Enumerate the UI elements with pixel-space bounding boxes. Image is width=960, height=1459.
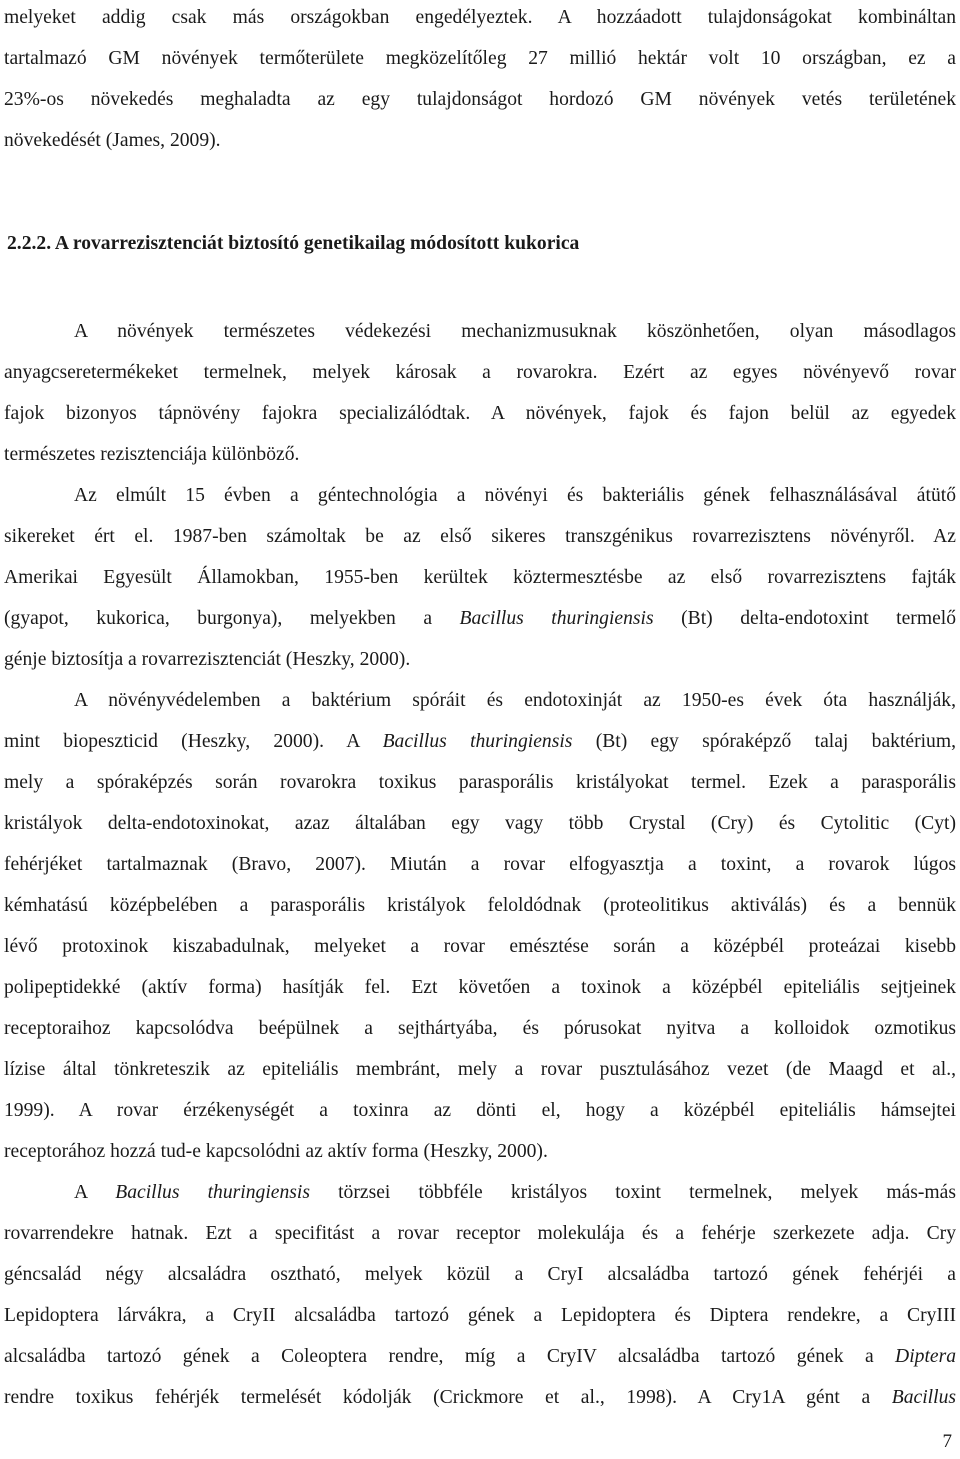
- species-name: Bacillus: [891, 1387, 956, 1408]
- text-line: tartalmazó GM növények termőterülete megközelítőleg 27 millió hektár volt 10 országban, ez a: [4, 48, 956, 69]
- text-line: fajok bizonyos tápnövény fajokra specializálódtak. A növények, fajok és fajon belül az egyedek: [4, 403, 956, 424]
- text-line: A növényvédelemben a baktérium spóráit és endotoxinját az 1950-es évek óta használják,: [74, 690, 956, 711]
- text-line: receptorához hozzá tud-e kapcsolódni az aktív forma (Heszky, 2000).: [4, 1141, 548, 1162]
- text-line: 23%-os növekedés meghaladta az egy tulajdonságot hordozó GM növények vetés területének: [4, 89, 956, 110]
- text-line: polipeptidekké (aktív forma) hasítják fel. Ezt követően a toxinok a középbél epiteliális sejtjeinek: [4, 977, 956, 998]
- text-line: alcsaládba tartozó gének a Coleoptera rendre, míg a CryIV alcsaládba tartozó gének a Diptera: [4, 1346, 956, 1367]
- paragraph-1: [4, 311, 956, 475]
- text-line: 1999). A rovar érzékenységét a toxinra az dönti el, hogy a középbél epiteliális hámsejtei: [4, 1100, 956, 1121]
- text-line: természetes rezisztenciája különböző.: [4, 444, 300, 465]
- text-line: Amerikai Egyesült Államokban, 1955-ben kerültek köztermesztésbe az első rovarrezisztens fajták: [4, 567, 956, 588]
- species-name: Bacillus thuringiensis: [382, 731, 573, 752]
- text-line: kémhatású középbelében a parasporális kristályok feloldódnak (proteolitikus aktiválás) és a bennük: [4, 895, 956, 916]
- text-line: (gyapot, kukorica, burgonya), melyekben a Bacillus thuringiensis (Bt) delta-endotoxint termelő: [4, 608, 957, 629]
- text-line: A növények természetes védekezési mechanizmusuknak köszönhetően, olyan másodlagos: [74, 321, 956, 342]
- text-line: kristályok delta-endotoxinokat, azaz általában egy vagy több Crystal (Cry) és Cytolitic (Cyt): [4, 813, 956, 834]
- text-line: mely a spóraképzés során rovarokra toxikus parasporális kristályokat termel. Ezek a parasporális: [4, 772, 956, 793]
- paragraph-2: [4, 475, 956, 680]
- species-name: Bacillus thuringiensis: [459, 608, 654, 629]
- text-line: sikereket ért el. 1987-ben számoltak be az első sikeres transzgénikus rovarrezisztens növényről. Az: [4, 526, 956, 547]
- text-line: fehérjéket tartalmaznak (Bravo, 2007). Miután a rovar elfogyasztja a toxint, a rovarok lúgos: [4, 854, 956, 875]
- text-line: géncsalád négy alcsaládra osztható, melyek közül a CryI alcsaládba tartozó gének fehérjéi a: [4, 1264, 956, 1285]
- text-line: Az elmúlt 15 évben a géntechnológia a növényi és bakteriális gének felhasználásával átütő: [74, 485, 956, 506]
- text-line: receptoraihoz kapcsolódva beépülnek a sejthártyába, és pórusokat nyitva a kolloidok ozmotikus: [4, 1018, 956, 1039]
- text-line: génje biztosítja a rovarrezisztenciát (Heszky, 2000).: [4, 649, 411, 670]
- paragraph-3: [4, 680, 956, 1172]
- text-line: A Bacillus thuringiensis törzsei többféle kristályos toxint termelnek, melyek más-más: [74, 1182, 956, 1203]
- text-line: lévő protoxinok kiszabadulnak, melyeket a rovar emésztése során a középbél proteázai kisebb: [4, 936, 956, 957]
- text-line: mint biopeszticid (Heszky, 2000). A Bacillus thuringiensis (Bt) egy spóraképző talaj baktérium,: [4, 731, 956, 752]
- text-line: lízise által tönkreteszik az epiteliális membránt, mely a rovar pusztulásához vezet (de Maagd et al.,: [4, 1059, 956, 1080]
- text-line: növekedését (James, 2009).: [4, 130, 221, 151]
- paragraph-top: [4, 0, 956, 161]
- taxon-name: Diptera: [895, 1346, 956, 1367]
- document-page: [4, 0, 956, 1418]
- text-line: melyeket addig csak más országokban engedélyeztek. A hozzáadott tulajdonságokat kombináltan: [4, 7, 956, 28]
- section-heading: 2.2.2. A rovarrezisztenciát biztosító genetikailag módosított kukorica: [7, 233, 580, 254]
- text-line: rendre toxikus fehérjék termelését kódolják (Crickmore et al., 1998). A Cry1A gént a Bacillus: [4, 1387, 956, 1408]
- species-name: Bacillus thuringiensis: [115, 1182, 310, 1203]
- page-number: 7: [942, 1431, 952, 1452]
- paragraph-4: [4, 1172, 956, 1418]
- text-line: rovarrendekre hatnak. Ezt a specifitást a rovar receptor molekulája és a fehérje szerkezete adja. Cry: [4, 1223, 956, 1244]
- text-line: anyagcseretermékeket termelnek, melyek károsak a rovarokra. Ezért az egyes növényevő rovar: [4, 362, 956, 383]
- spacer: [4, 264, 956, 311]
- spacer: [4, 161, 956, 223]
- text-line: Lepidoptera lárvákra, a CryII alcsaládba tartozó gének a Lepidoptera és Diptera rendekre, a CryIII: [4, 1305, 956, 1326]
